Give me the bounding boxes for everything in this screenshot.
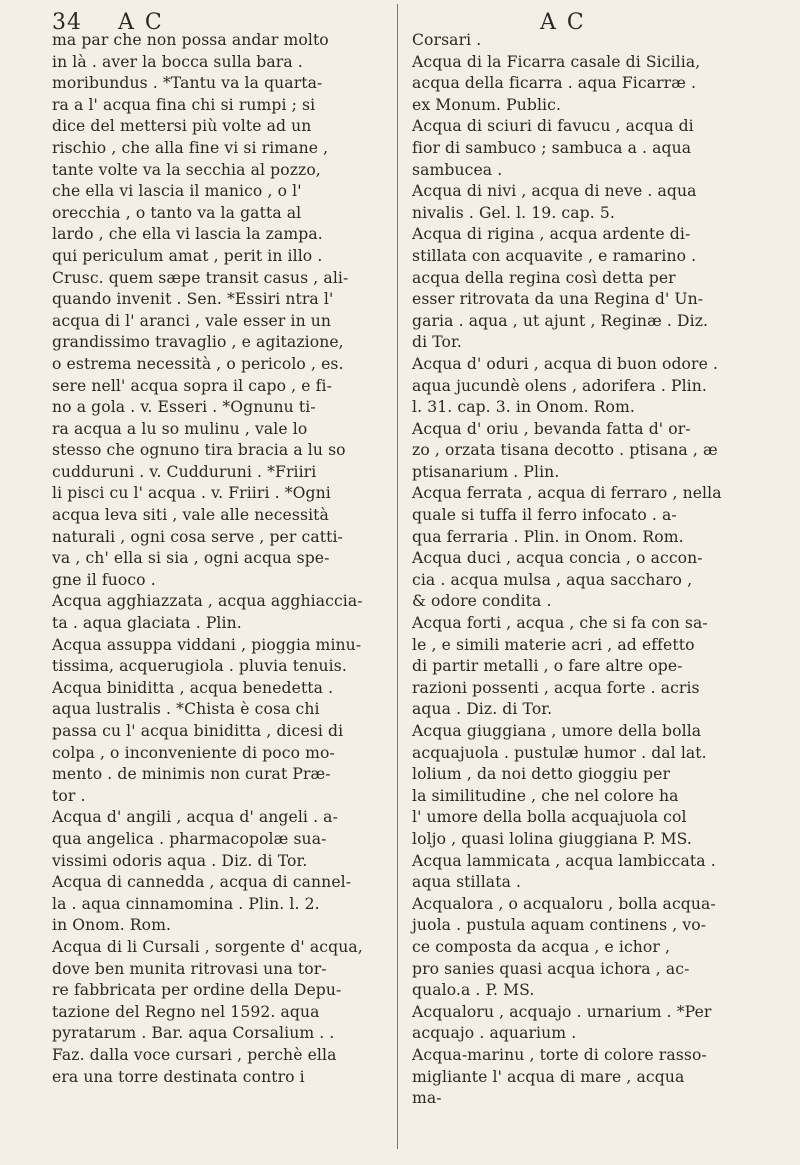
text-line: no a gola . v. Esseri . *Ognunu ti- — [52, 398, 316, 417]
text-line: Acqua duci , acqua concia , o accon- — [412, 549, 703, 568]
text-line: ex Monum. Public. — [412, 95, 562, 114]
text-line: dove ben munita ritrovasi una tor- — [52, 959, 327, 978]
text-line: Acqua d' oduri , acqua di buon odore . — [412, 354, 719, 373]
text-line: Acqua lammicata , acqua lambiccata . — [412, 851, 716, 870]
text-line: ma- — [412, 1089, 442, 1108]
text-line: acquajo . aquarium . — [412, 1024, 577, 1043]
text-line: Acqua-marinu , torte di colore rasso- — [412, 1045, 707, 1064]
text-line: Acqua d' angili , acqua d' angeli . a- — [52, 808, 338, 827]
text-line: qui periculum amat , perit in illo . — [52, 246, 323, 265]
text-line: migliante l' acqua di mare , acqua — [412, 1067, 685, 1086]
text-line: di Tor. — [412, 333, 462, 352]
text-line: cudduruni . v. Cudduruni . *Friiri — [52, 462, 317, 481]
text-line: aqua stillata . — [412, 873, 522, 892]
text-line: di partir metalli , o fare altre ope- — [412, 657, 683, 676]
text-line: che ella vi lascia il manico , o l' — [52, 182, 302, 201]
left-column — [52, 30, 390, 1088]
text-line: sere nell' acqua sopra il capo , e fi- — [52, 376, 332, 395]
text-line: in là . aver la bocca sulla bara . — [52, 52, 303, 71]
text-line: qualo.a . P. MS. — [412, 981, 535, 1000]
text-line: ce composta da acqua , e ichor , — [412, 937, 671, 956]
text-line: in Onom. Rom. — [52, 916, 172, 935]
text-line: la . aqua cinnamomina . Plin. l. 2. — [52, 894, 320, 913]
text-line: garia . aqua , ut ajunt , Reginæ . Diz. — [412, 311, 709, 330]
text-line: ra a l' acqua fina chi si rumpi ; si — [52, 95, 316, 114]
text-line: lolium , da noi detto gioggiu per — [412, 765, 671, 784]
text-line: Acqua ferrata , acqua di ferraro , nella — [412, 484, 722, 503]
text-line: dice del mettersi più volte ad un — [52, 117, 312, 136]
text-line: zo , orzata tisana decotto . ptisana , æ — [412, 441, 718, 460]
text-line: razioni possenti , acqua forte . acris — [412, 678, 700, 697]
text-line: fior di sambuco ; sambuca a . aqua — [412, 138, 692, 157]
text-line: loljo , quasi lolina giuggiana P. MS. — [412, 829, 692, 848]
text-line: Acqua di sciuri di favucu , acqua di — [412, 117, 694, 136]
text-line: la similitudine , che nel colore ha — [412, 786, 679, 805]
text-line: colpa , o inconveniente di poco mo- — [52, 743, 335, 762]
text-line: pyratarum . Bar. aqua Corsalium . . — [52, 1024, 335, 1043]
text-line: grandissimo travaglio , e agitazione, — [52, 333, 344, 352]
text-line: vissimi odoris aqua . Diz. di Tor. — [52, 851, 308, 870]
text-line: Corsari . — [412, 31, 482, 49]
text-line: Acqua d' oriu , bevanda fatta d' or- — [412, 419, 691, 438]
text-line: va , ch' ella si sia , ogni acqua spe- — [52, 549, 330, 568]
text-line: Acqualora , o acqualoru , bolla acqua- — [412, 894, 716, 913]
text-line: gne il fuoco . — [52, 570, 156, 589]
text-line: aqua jucundè olens , adorifera . Plin. — [412, 376, 707, 395]
text-line: Acqua agghiazzata , acqua agghiaccia- — [52, 592, 363, 611]
text-line: Acqua di rigina , acqua ardente di- — [412, 225, 691, 244]
text-line: orecchia , o tanto va la gatta al — [52, 203, 302, 222]
text-line: naturali , ogni cosa serve , per catti- — [52, 527, 343, 546]
column-divider — [397, 4, 398, 1149]
text-line: Faz. dalla voce cursari , perchè ella — [52, 1045, 337, 1064]
text-line: moribundus . *Tantu va la quarta- — [52, 74, 323, 93]
text-line: qua ferraria . Plin. in Onom. Rom. — [412, 527, 684, 546]
text-line: pro sanies quasi acqua ichora , ac- — [412, 959, 690, 978]
text-line: acqua della regina così detta per — [412, 268, 676, 287]
text-line: o estrema necessità , o pericolo , es. — [52, 354, 344, 373]
text-line: acquajuola . pustulæ humor . dal lat. — [412, 743, 707, 762]
text-line: Acqualoru , acquajo . urnarium . *Per — [412, 1002, 712, 1021]
text-line: Acqua di cannedda , acqua di cannel- — [52, 873, 352, 892]
text-line: juola . pustula aquam continens , vo- — [412, 916, 707, 935]
right-column — [412, 30, 757, 1110]
text-line: Crusc. quem sæpe transit casus , ali- — [52, 268, 349, 287]
text-line: tante volte va la secchia al pozzo, — [52, 160, 321, 179]
text-line: & odore condita . — [412, 592, 552, 611]
text-line: tor . — [52, 786, 86, 805]
text-line: ma par che non possa andar molto — [52, 31, 329, 49]
text-line: Acqua forti , acqua , che si fa con sa- — [412, 614, 708, 633]
page-number: 34 — [52, 10, 82, 35]
text-line: passa cu l' acqua biniditta , dicesi di — [52, 722, 344, 740]
text-line: quale si tuffa il ferro infocato . a- — [412, 506, 677, 525]
text-line: rischio , che alla fine vi si rimane , — [52, 138, 329, 157]
text-line: Acqua di li Cursali , sorgente d' acqua, — [52, 937, 363, 956]
text-line: era una torre destinata contro i — [52, 1067, 305, 1086]
text-line: le , e simili materie acri , ad effetto — [412, 635, 695, 654]
text-line: ra acqua a lu so mulinu , vale lo — [52, 419, 308, 438]
text-line: cia . acqua mulsa , aqua saccharo , — [412, 570, 693, 589]
text-line: l' umore della bolla acquajuola col — [412, 808, 687, 827]
text-line: mento . de minimis non curat Præ- — [52, 765, 331, 784]
text-line: aqua lustralis . *Chista è cosa chi — [52, 700, 320, 719]
text-line: stesso che ognuno tira bracia a lu so — [52, 441, 346, 460]
text-line: Acqua di nivi , acqua di neve . aqua — [412, 182, 697, 201]
text-line: re fabbricata per ordine della Depu- — [52, 981, 342, 1000]
text-line: tazione del Regno nel 1592. aqua — [52, 1002, 320, 1021]
text-line: quando invenit . Sen. *Essiri ntra l' — [52, 290, 334, 309]
running-head-left: A C — [118, 10, 164, 35]
text-line: acqua di l' aranci , vale esser in un — [52, 311, 332, 330]
text-line: acqua della ficarra . aqua Ficarræ . — [412, 74, 697, 93]
text-line: stillata con acquavite , e ramarino . — [412, 246, 697, 265]
text-line: Acqua di la Ficarra casale di Sicilia, — [412, 52, 701, 71]
text-line: Acqua biniditta , acqua benedetta . — [52, 678, 334, 697]
text-line: nivalis . Gel. l. 19. cap. 5. — [412, 203, 615, 222]
text-line: ta . aqua glaciata . Plin. — [52, 614, 242, 633]
text-line: li pisci cu l' acqua . v. Friiri . *Ogni — [52, 484, 331, 503]
text-line: lardo , che ella vi lascia la zampa. — [52, 225, 323, 244]
text-line: sambucea . — [412, 160, 503, 179]
text-line: acqua leva siti , vale alle necessità — [52, 506, 329, 525]
text-line: qua angelica . pharmacopolæ sua- — [52, 829, 327, 848]
text-line: aqua . Diz. di Tor. — [412, 700, 553, 719]
text-line: Acqua giuggiana , umore della bolla — [412, 722, 702, 740]
running-head-right: A C — [540, 10, 586, 35]
text-line: ptisanarium . Plin. — [412, 462, 560, 481]
text-line: esser ritrovata da una Regina d' Un- — [412, 290, 704, 309]
text-line: l. 31. cap. 3. in Onom. Rom. — [412, 398, 635, 417]
text-line: tissima, acquerugiola . pluvia tenuis. — [52, 657, 347, 676]
text-line: Acqua assuppa viddani , pioggia minu- — [52, 635, 362, 654]
